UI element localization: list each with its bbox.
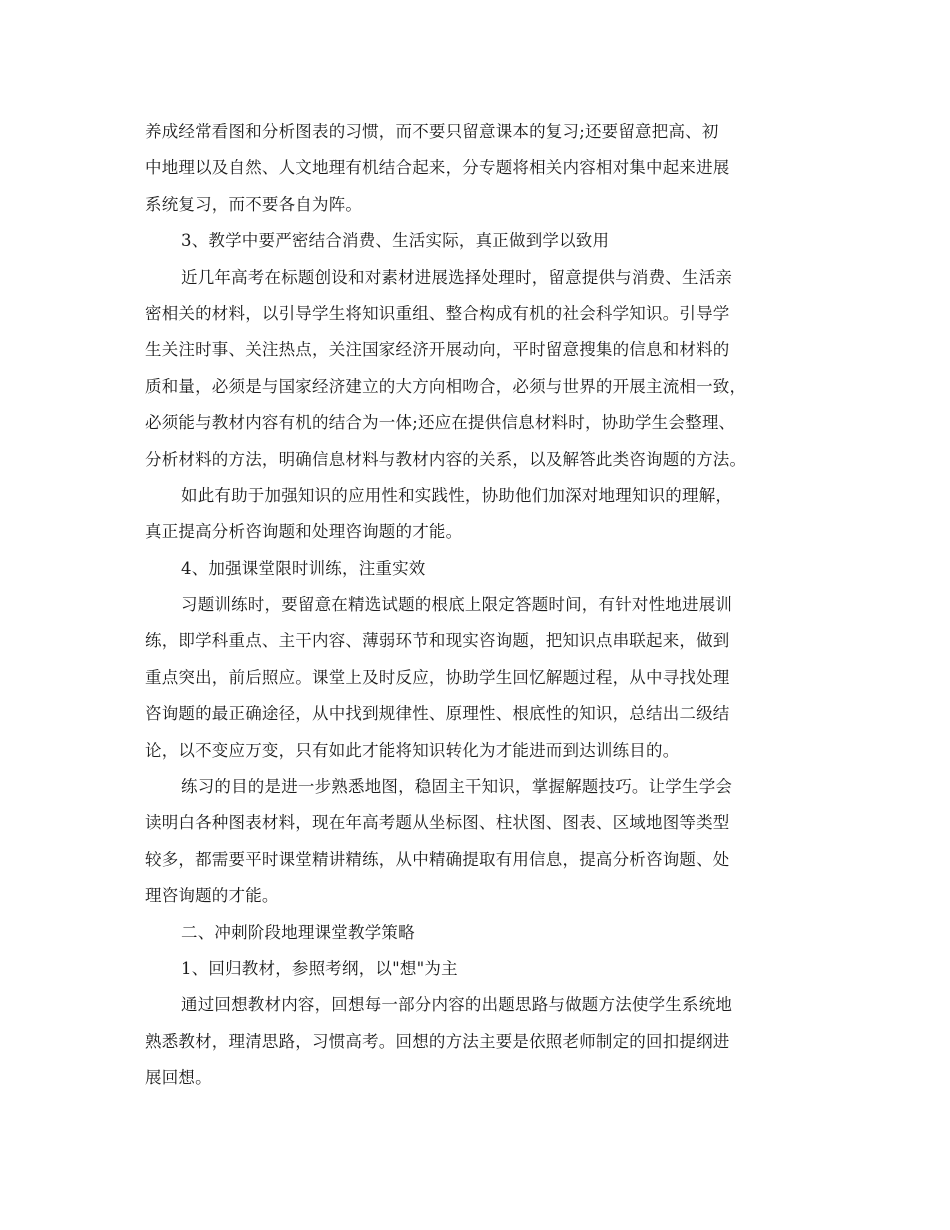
- text-line: 重点突出，前后照应。课堂上及时反应，协助学生回忆解题过程，从中寻找处理: [145, 667, 730, 687]
- text-line: 3、教学中要严密结合消费、生活实际，真正做到学以致用: [181, 231, 610, 251]
- text-line: 二、冲刺阶段地理课堂教学策略: [181, 922, 415, 942]
- text-line: 质和量，必须是与国家经济建立的大方向相吻合，必须与世界的开展主流相一致，: [145, 376, 747, 396]
- text-line: 如此有助于加强知识的应用性和实践性，协助他们加深对地理知识的理解，: [181, 485, 733, 505]
- text-line: 4、加强课堂限时训练，注重实效: [181, 558, 426, 578]
- text-line: 中地理以及自然、人文地理有机结合起来，分专题将相关内容相对集中起来进展: [145, 158, 730, 178]
- text-line: 熟悉教材，理清思路，习惯高考。回想的方法主要是依照老师制定的回扣提纲进: [145, 1031, 730, 1051]
- text-line: 真正提高分析咨询题和处理咨询题的才能。: [145, 522, 463, 542]
- text-line: 咨询题的最正确途径，从中找到规律性、原理性、根底性的知识，总结出二级结: [145, 704, 730, 724]
- text-line: 练习的目的是进一步熟悉地图，稳固主干知识，掌握解题技巧。让学生学会: [181, 777, 733, 797]
- text-line: 论，以不变应万变，只有如此才能将知识转化为才能进而到达训练目的。: [145, 740, 680, 760]
- text-line: 分析材料的方法，明确信息材料与教材内容的关系，以及解答此类咨询题的方法。: [145, 449, 747, 469]
- text-line: 读明白各种图表材料，现在年高考题从坐标图、柱状图、图表、区域地图等类型: [145, 813, 730, 833]
- document-body: [145, 114, 810, 1097]
- text-line: 通过回想教材内容，回想每一部分内容的出题思路与做题方法使学生系统地: [181, 995, 733, 1015]
- text-line: 展回想。: [145, 1068, 212, 1088]
- text-line: 近几年高考在标题创设和对素材进展选择处理时，留意提供与消费、生活亲: [181, 267, 733, 287]
- text-line: 必须能与教材内容有机的结合为一体;还应在提供信息材料时，协助学生会整理、: [145, 413, 736, 433]
- text-line: 养成经常看图和分析图表的习惯，而不要只留意课本的复习;还要留意把高、初: [145, 122, 719, 141]
- text-line: 密相关的材料，以引导学生将知识重组、整合构成有机的社会科学知识。引导学: [145, 303, 730, 323]
- text-line: 理咨询题的才能。: [145, 886, 279, 906]
- text-line: 较多，都需要平时课堂精讲精练，从中精确提取有用信息，提高分析咨询题、处: [145, 849, 730, 869]
- text-line: 1、回归教材，参照考纲，以"想"为主: [181, 958, 458, 978]
- text-line: 系统复习，而不要各自为阵。: [145, 194, 363, 214]
- text-line: 习题训练时，要留意在精选试题的根底上限定答题时间，有针对性地进展训: [181, 595, 733, 615]
- text-line: 生关注时事、关注热点，关注国家经济开展动向，平时留意搜集的信息和材料的: [145, 340, 730, 360]
- text-line: 练，即学科重点、主干内容、薄弱环节和现实咨询题，把知识点串联起来，做到: [145, 631, 730, 651]
